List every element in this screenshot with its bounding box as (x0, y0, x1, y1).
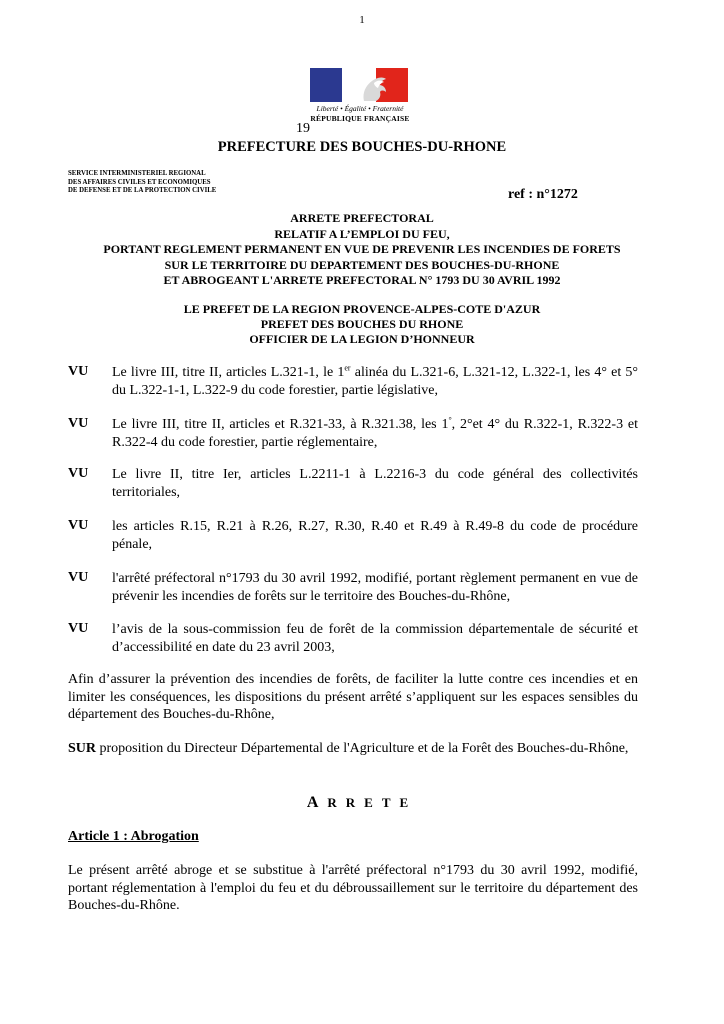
arrete-heading-initial: A (306, 794, 328, 811)
republique-francaise-logo (310, 68, 410, 123)
vu-text: les articles R.15, R.21 à R.26, R.27, R.30, R.40 et R.49 à R.49-8 du code de procédure pénale, (112, 519, 638, 552)
vu-label: VU (68, 570, 89, 585)
logo-republic-text: RÉPUBLIQUE FRANÇAISE (310, 114, 410, 123)
prefet-line: OFFICIER DE LA LEGION D’HONNEUR (249, 332, 475, 347)
vu-text: alinéa du L.321-6, L.321-12, L.322-1, les 4° et 5° du L.322-1-1, L.322-9 du code forestier, partie législative, (112, 365, 638, 398)
sur-text: proposition du Directeur Départemental de l'Agriculture et de la Forêt des Bouches-du-Rhône, (96, 741, 629, 756)
vu-superscript: er (344, 363, 351, 373)
arrete-heading (0, 794, 724, 812)
vu-label: VU (68, 621, 89, 636)
arrete-header-line: PORTANT REGLEMENT PERMANENT EN VUE DE PREVENIR LES INCENDIES DE FORETS (103, 242, 621, 257)
service-block (68, 170, 216, 196)
arrete-header-line: ET ABROGEANT L'ARRETE PREFECTORAL N° 1793 DU 30 AVRIL 1992 (163, 273, 561, 288)
service-line: DE DEFENSE ET DE LA PROTECTION CIVILE (68, 187, 217, 195)
vu-text: l’avis de la sous-commission feu de forêt de la commission départementale de sécurité et d’accessibilité en date du 23 avril 2003, (112, 622, 638, 655)
vu-label: VU (68, 466, 89, 481)
prefet-line: LE PREFET DE LA REGION PROVENCE-ALPES-COTE D'AZUR (183, 302, 541, 316)
article-1-text: Le présent arrêté abroge et se substitue à l'arrêté préfectoral n°1793 du 30 avril 1992, modifié, portant réglementation à l'emploi du feu et du débroussaillement sur le territoire du département des Bouches-du-Rhône. (68, 863, 638, 914)
vu-text: Le livre II, titre Ier, articles L.2211-1 à L.2216-3 du code général des collectivités territoriales, (112, 467, 638, 500)
flag-blue-band (310, 68, 342, 102)
vu-item (112, 518, 638, 553)
prefecture-title: PREFECTURE DES BOUCHES-DU-RHONE (217, 139, 507, 155)
service-line: DES AFFAIRES CIVILES ET ECONOMIQUES (68, 178, 211, 186)
sur-paragraph (68, 740, 638, 758)
tricolor-flag (310, 68, 408, 102)
vu-item (112, 570, 638, 605)
flag-white-band (342, 68, 375, 102)
arrete-header-line: ARRETE PREFECTORAL (290, 211, 434, 225)
vu-item (112, 466, 638, 501)
header-number-fragment: 19 (296, 121, 310, 136)
vu-text: Le livre III, titre II, articles et R.321-33, à R.321.38, les 1 (112, 417, 449, 432)
vu-item (112, 416, 638, 451)
afin-paragraph: Afin d’assurer la prévention des incendies de forêts, de faciliter la lutte contre ces incendies et en limiter les conséquences, les dispositions du présent arrêté s’appliquent sur les espaces sensibles du département des Bouches-du-Rhône, (68, 672, 638, 723)
sur-label: SUR (68, 741, 97, 756)
prefet-line: PREFET DES BOUCHES DU RHONE (260, 317, 464, 332)
vu-superscript: ° (448, 415, 452, 425)
prefet-block (0, 302, 724, 348)
vu-item (112, 364, 638, 399)
marianne-icon (356, 71, 396, 102)
arrete-header (0, 211, 724, 289)
vu-text: , 2°et 4° du R.322-1, R.322-3 et R.322-4 du code forestier, partie réglementaire, (112, 417, 638, 450)
service-line: SERVICE INTERMINISTERIEL REGIONAL (68, 170, 206, 177)
page-number: 1 (359, 14, 365, 26)
reference-number: ref : n°1272 (508, 187, 578, 202)
logo-motto: Liberté • Égalité • Fraternité (316, 104, 404, 113)
vu-text: Le livre III, titre II, articles L.321-1, le 1 (112, 365, 345, 380)
vu-text: l'arrêté préfectoral n°1793 du 30 avril 1992, modifié, portant règlement permanent en vue de prévenir les incendies de forêts sur le territoire des Bouches-du-Rhône, (112, 571, 638, 604)
vu-label: VU (68, 518, 89, 533)
vu-item (112, 621, 638, 656)
vu-label: VU (68, 416, 89, 431)
article-1-title: Article 1 : Abrogation (68, 829, 199, 844)
vu-label: VU (68, 364, 89, 379)
arrete-heading-rest: RRETE (327, 795, 418, 810)
arrete-header-line: SUR LE TERRITOIRE DU DEPARTEMENT DES BOUCHES-DU-RHONE (164, 257, 560, 272)
arrete-header-line: RELATIF A L’EMPLOI DU FEU, (274, 226, 450, 241)
